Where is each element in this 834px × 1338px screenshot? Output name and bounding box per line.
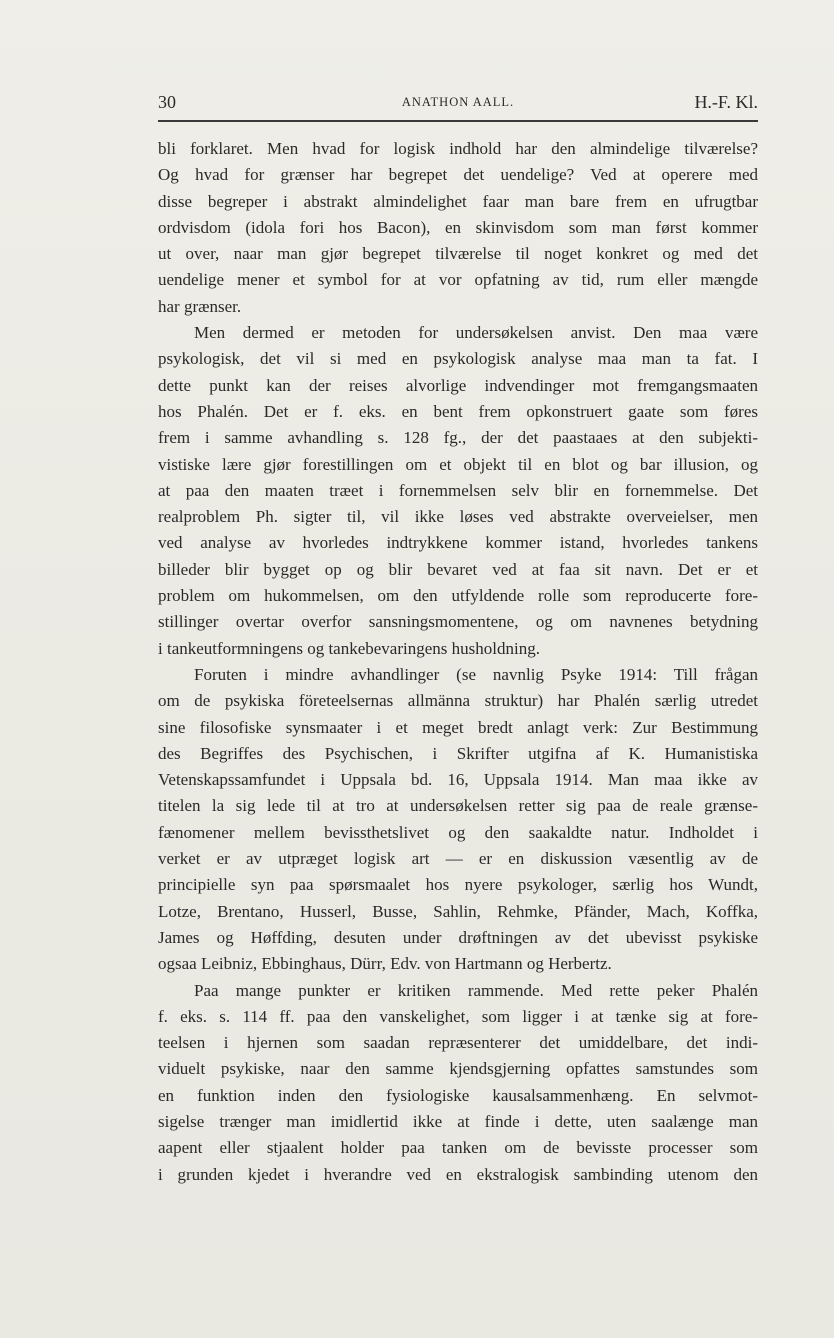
text-line <box>158 662 758 688</box>
text-line-content: sine filosofiske synsmaater i et meget bredt anlagt verk: Zur Bestimmung <box>158 717 758 737</box>
text-line <box>158 688 758 714</box>
paragraph <box>158 662 758 978</box>
text-line <box>158 1030 758 1056</box>
paragraph <box>158 978 758 1188</box>
text-line-content: i grunden kjedet i hverandre ved en ekstralogisk sambinding utenom den <box>158 1164 758 1184</box>
text-line <box>158 609 758 635</box>
text-line <box>158 346 758 372</box>
text-line-content: Lotze, Brentano, Husserl, Busse, Sahlin, Rehmke, Pfänder, Mach, Koffka, <box>158 901 758 921</box>
text-line-content: en funktion inden den fysiologiske kausalsammenhæng. En selvmot- <box>158 1085 758 1105</box>
text-line <box>158 452 758 478</box>
text-line-content: disse begreper i abstrakt almindelighet faar man bare frem en ufrugtbar <box>158 191 758 211</box>
text-line <box>158 373 758 399</box>
section-label: H.-F. Kl. <box>694 92 758 112</box>
text-line-content: dette punkt kan der reises alvorlige indvendinger mot fremgangsmaaten <box>158 375 758 395</box>
page-header <box>158 92 758 116</box>
text-line <box>158 399 758 425</box>
text-line <box>158 1056 758 1082</box>
text-line-content: realproblem Ph. sigter til, vil ikke løses ved abstrakte overveielser, men <box>158 507 758 527</box>
text-line <box>158 557 758 583</box>
text-line <box>158 425 758 451</box>
text-line <box>158 793 758 819</box>
text-line <box>158 1135 758 1161</box>
text-line-content: stillinger overtar overfor sansningsmomentene, og om navnenes betydning <box>158 612 758 632</box>
text-line-content: teelsen i hjernen som saadan repræsenterer det umiddelbare, det indi- <box>158 1033 758 1053</box>
text-line-content: James og Høffding, desuten under drøftningen av det ubevisst psykiske <box>158 927 758 947</box>
text-line <box>158 715 758 741</box>
text-line-content: ved analyse av hvorledes indtrykkene kommer istand, hvorledes tankens <box>158 533 758 553</box>
text-line <box>158 136 758 162</box>
text-line-content: principielle syn paa spørsmaalet hos nyere psykologer, særlig hos Wundt, <box>158 875 758 895</box>
text-line-content: viduelt psykiske, naar den samme kjendsgjerning opfattes samstundes som <box>158 1059 758 1079</box>
text-line-content: hos Phalén. Det er f. eks. en bent frem opkonstruert gaate som føres <box>158 401 758 421</box>
text-line <box>158 741 758 767</box>
text-line <box>158 294 758 320</box>
text-line-content: sigelse trænger man imidlertid ikke at finde i dette, uten saalænge man <box>158 1111 758 1131</box>
text-line <box>158 583 758 609</box>
text-line-content: psykologisk, det vil si med en psykologisk analyse maa man ta fat. I <box>158 349 758 369</box>
text-line <box>158 504 758 530</box>
text-line-content: ut over, naar man gjør begrepet tilværelse til noget konkret og med det <box>158 244 758 264</box>
text-line <box>158 978 758 1004</box>
text-line-content: Men dermed er metoden for undersøkelsen anvist. Den maa være <box>194 323 758 343</box>
text-line-content: uendelige mener et symbol for at vor opfatning av tid, rum eller mængde <box>158 270 758 290</box>
text-line <box>158 899 758 925</box>
text-line <box>158 1162 758 1188</box>
text-line-content: frem i samme avhandling s. 128 fg., der det paastaaes at den subjekti- <box>158 428 758 448</box>
text-line <box>158 636 758 662</box>
text-line <box>158 951 758 977</box>
text-line-content: Vetenskapssamfundet i Uppsala bd. 16, Uppsala 1914. Man maa ikke av <box>158 770 758 790</box>
text-line <box>158 767 758 793</box>
running-title: ANATHON AALL. <box>401 95 515 109</box>
text-line-content: Og hvad for grænser har begrepet det uendelige? Ved at operere med <box>158 165 758 185</box>
text-line-content: vistiske lære gjør forestillingen om et objekt til en blot og bar illusion, og <box>158 454 758 474</box>
text-line-content: ordvisdom (idola fori hos Bacon), en skinvisdom som man først kommer <box>158 217 758 237</box>
text-line-content: ogsaa Leibniz, Ebbinghaus, Dürr, Edv. von Hartmann og Herbertz. <box>158 954 612 974</box>
text-line <box>158 189 758 215</box>
text-line-content: fænomener mellem bevissthetslivet og den saakaldte natur. Indholdet i <box>158 822 758 842</box>
text-line <box>158 1083 758 1109</box>
text-line-content: i tankeutformningens og tankebevaringens husholdning. <box>158 638 540 658</box>
text-line <box>158 820 758 846</box>
text-line-content: Foruten i mindre avhandlinger (se navnlig Psyke 1914: Till frågan <box>194 664 758 684</box>
text-line-content: at paa den maaten træet i fornemmelsen selv blir en fornemmelse. Det <box>158 480 758 500</box>
text-line <box>158 1109 758 1135</box>
text-line-content: verket er av utpræget logisk art — er en diskussion væsentlig av de <box>158 849 758 869</box>
text-line-content: om de psykiska företeelsernas allmänna struktur) har Phalén særlig utredet <box>158 691 758 711</box>
text-line <box>158 478 758 504</box>
text-line <box>158 530 758 556</box>
text-line-content: har grænser. <box>158 296 242 316</box>
text-line <box>158 241 758 267</box>
paragraph <box>158 320 758 662</box>
text-line <box>158 846 758 872</box>
paragraph <box>158 136 758 320</box>
text-line-content: problem om hukommelsen, om den utfyldende rolle som reproducerte fore- <box>158 586 758 606</box>
text-line <box>158 162 758 188</box>
text-line <box>158 1004 758 1030</box>
text-line <box>158 872 758 898</box>
text-line-content: billeder blir bygget op og blir bevaret ved at faa sit navn. Det er et <box>158 559 758 579</box>
body-text <box>158 136 758 1188</box>
text-line-content: Paa mange punkter er kritiken rammende. Med rette peker Phalén <box>194 980 758 1000</box>
text-line <box>158 215 758 241</box>
page-number: 30 <box>158 92 176 112</box>
text-line-content: f. eks. s. 114 ff. paa den vanskelighet, som ligger i at tænke sig at fore- <box>158 1006 758 1026</box>
text-line-content: titelen la sig lede til at tro at undersøkelsen retter sig paa de reale grænse- <box>158 796 758 816</box>
text-line-content: des Begriffes des Psychischen, i Skrifter utgifna af K. Humanistiska <box>158 743 758 763</box>
text-line <box>158 925 758 951</box>
text-line <box>158 320 758 346</box>
text-line <box>158 267 758 293</box>
text-line-content: aapent eller stjaalent holder paa tanken om de bevisste processer som <box>158 1138 758 1158</box>
text-line-content: bli forklaret. Men hvad for logisk indhold har den almindelige tilværelse? <box>158 139 758 158</box>
header-rule <box>158 120 758 122</box>
